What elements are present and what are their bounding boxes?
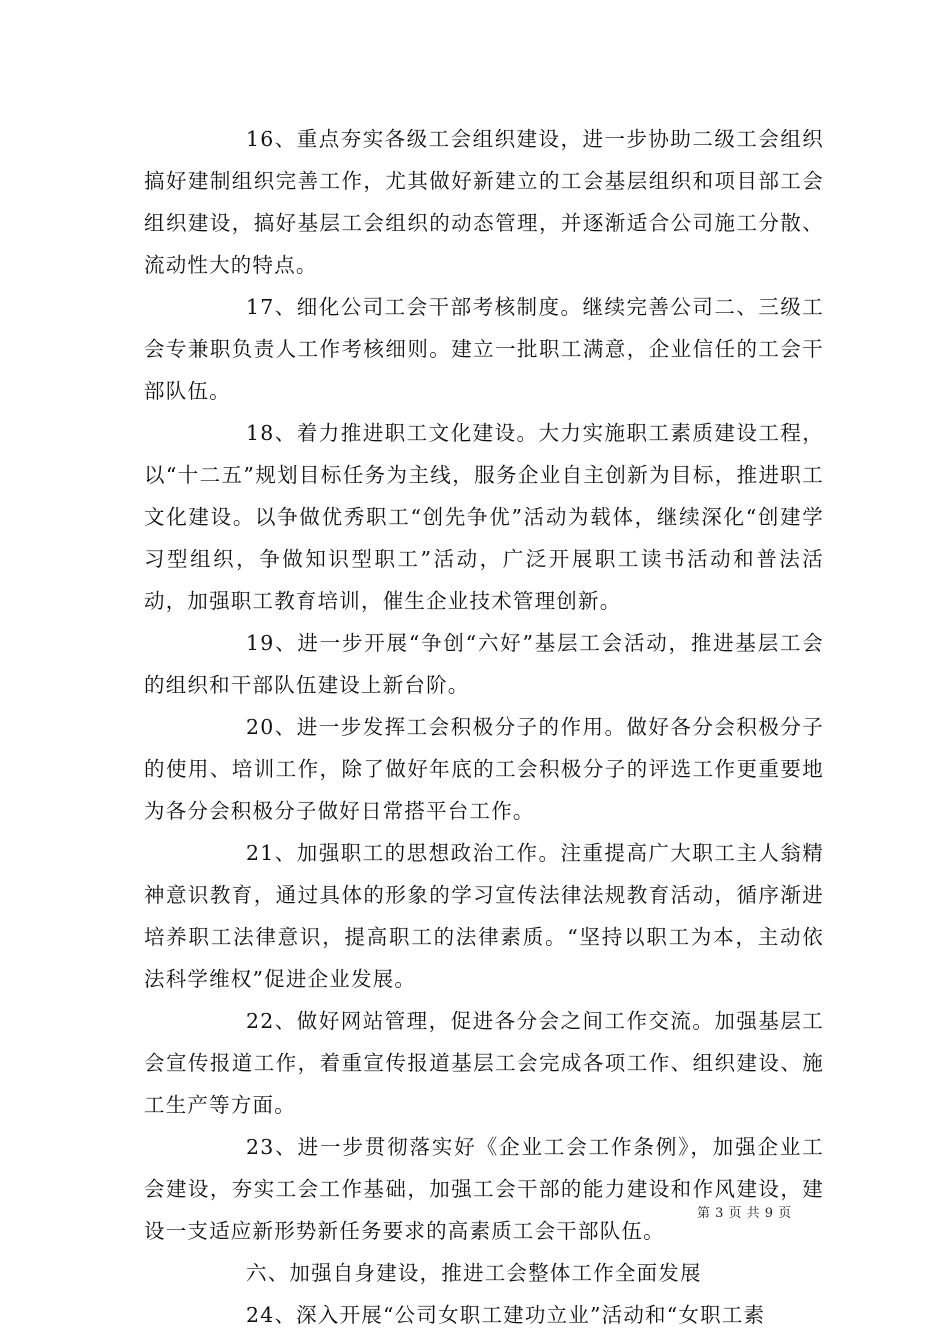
paragraph-16: 16、重点夯实各级工会组织建设，进一步协助二级工会组织搞好建制组织完善工作，尤其做好新建立的工会基层组织和项目部工会组织建设，搞好基层工会组织的动态管理，并逐渐适合公司施工分散、流动性大的特点。 <box>144 127 824 277</box>
paragraph-21: 21、加强职工的思想政治工作。注重提高广大职工主人翁精神意识教育，通过具体的形象的学习宣传法律法规教育活动，循序渐进培养职工法律意识，提高职工的法律素质。“坚持以职工为本，主动依法科学维权”促进企业发展。 <box>144 841 824 991</box>
paragraph-20: 20、进一步发挥工会积极分子的作用。做好各分会积极分子的使用、培训工作，除了做好年底的工会积极分子的评选工作更重要地为各分会积极分子做好日常搭平台工作。 <box>144 715 824 823</box>
paragraph-22: 22、做好网站管理，促进各分会之间工作交流。加强基层工会宣传报道工作，着重宣传报道基层工会完成各项工作、组织建设、施工生产等方面。 <box>144 1009 824 1117</box>
section-heading-6: 六、加强自身建设，推进工会整体工作全面发展 <box>246 1261 702 1285</box>
document-body <box>144 118 824 1336</box>
paragraph-18: 18、着力推进职工文化建设。大力实施职工素质建设工程，以“十二五”规划目标任务为主线，服务企业自主创新为目标，推进职工文化建设。以争做优秀职工“创先争优”活动为载体，继续深化“创建学习型组织，争做知识型职工”活动，广泛开展职工读书活动和普法活动，加强职工教育培训，催生企业技术管理创新。 <box>144 421 824 613</box>
paragraph-17: 17、细化公司工会干部考核制度。继续完善公司二、三级工会专兼职负责人工作考核细则。建立一批职工满意，企业信任的工会干部队伍。 <box>144 295 824 403</box>
page-number: 第 3 页 共 9 页 <box>697 1206 792 1221</box>
paragraph-23: 23、进一步贯彻落实好《企业工会工作条例》，加强企业工会建设，夯实工会工作基础，加强工会干部的能力建设和作风建设，建设一支适应新形势新任务要求的高素质工会干部队伍。 <box>144 1135 824 1243</box>
paragraph-19: 19、进一步开展“争创“六好”基层工会活动，推进基层工会的组织和干部队伍建设上新台阶。 <box>144 631 824 697</box>
paragraph-24: 24、深入开展“公司女职工建功立业”活动和“女职工素 <box>246 1303 766 1327</box>
